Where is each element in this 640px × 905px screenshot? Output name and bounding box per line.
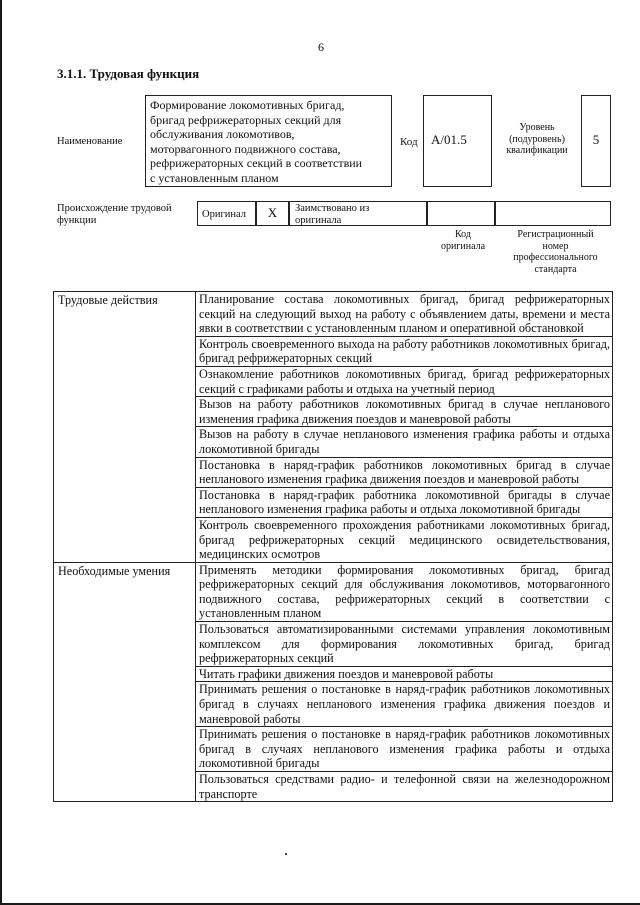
caption-line: Код (455, 229, 471, 240)
scan-speck (285, 853, 287, 855)
description-cell: Контроль своевременного выхода на работу работников локомотивных бригад, бригад рефрижераторных секций (196, 336, 613, 366)
borrowed-cell (289, 201, 427, 226)
name-line: с установленным планом (150, 170, 279, 185)
origin-row (197, 201, 611, 226)
description-cell: Контроль своевременного прохождения работниками локомотивных бригад, бригад рефрижераторных секций медицинского освидетельствования, медицинских осмотров (196, 517, 613, 562)
level-label (496, 122, 578, 157)
caption-line: номер (542, 240, 569, 252)
code-original-cell (427, 201, 495, 226)
level-value: 5 (581, 95, 611, 187)
description-cell: Пользоваться средствами радио- и телефонной связи на железнодорожном транспорте (196, 772, 613, 802)
borrowed-line: оригинала (295, 214, 342, 226)
page-left-edge (0, 0, 2, 905)
description-cell: Вызов на работу работников локомотивных бригад в случае непланового изменения графика движения поездов и маневровой работы (196, 397, 613, 427)
description-cell: Постановка в наряд-график работников локомотивных бригад в случае непланового изменения графика движения поездов и маневровой работы (196, 457, 613, 487)
description-cell: Применять методики формирования локомотивных бригад, бригад рефрижераторных секций для обслуживания локомотивов, моторвагонного подвижного состава, рефрижераторных секций в соответствии с установленным планом (196, 562, 613, 621)
original-mark: X (256, 201, 289, 226)
level-label-line: квалификации (506, 145, 568, 156)
borrowed-line: Заимствовано из (295, 203, 370, 214)
name-line: бригад рефрижераторных секций для (150, 112, 342, 127)
origin-label-line: Происхождение трудовой (57, 203, 172, 214)
name-label: Наименование (57, 136, 123, 147)
section-title: 3.1.1. Трудовая функция (57, 66, 200, 81)
description-cell: Читать графики движения поездов и маневровой работы (196, 666, 613, 682)
description-cell: Планирование состава локомотивных бригад, бригад рефрижераторных секций на следующий выход на работу с объявлением даты, времени и места явки в соответствии с установленным планом и оперативной обстановкой (196, 292, 613, 337)
name-line: моторвагонного подвижного состава, (150, 141, 341, 156)
category-cell: Необходимые умения (54, 562, 196, 802)
reg-number-caption (498, 229, 613, 275)
description-cell: Постановка в наряд-график работника локомотивной бригады в случае непланового изменения графика работы и отдыха локомотивной бригады (196, 487, 613, 517)
function-name-box (145, 95, 392, 187)
description-cell: Принимать решения о постановке в наряд-график работников локомотивных бригад в случаях непланового изменения графика работы и отдыха локомотивной бригады (196, 727, 613, 772)
code-original-caption (428, 229, 498, 252)
table-row (54, 292, 613, 337)
origin-label (57, 203, 172, 227)
level-label-line: Уровень (519, 122, 555, 133)
name-line: Формирование локомотивных бригад, (150, 98, 345, 112)
category-cell: Трудовые действия (54, 292, 196, 563)
caption-line: стандарта (534, 263, 577, 275)
caption-line: оригинала (440, 240, 486, 252)
reg-number-cell (495, 201, 611, 226)
description-cell: Пользоваться автоматизированными системами управления локомотивным комплексом для формирования локомотивных бригад, бригад рефрижераторных секций (196, 622, 613, 667)
caption-line: Регистрационный (517, 229, 594, 240)
description-cell: Принимать решения о постановке в наряд-график работников локомотивных бригад в случаях непланового изменения графика движения поездов и маневровой работы (196, 682, 613, 727)
description-cell: Вызов на работу в случае непланового изменения графика работы и отдыха локомотивной бригады (196, 427, 613, 457)
origin-label-line: функции (57, 215, 97, 226)
table-row (54, 562, 613, 621)
caption-line: профессионального (513, 252, 598, 263)
original-cell: Оригинал (197, 201, 256, 226)
code-value: A/01.5 (423, 95, 492, 187)
functions-table (53, 291, 613, 802)
code-label: Код (400, 136, 418, 148)
page-number: 6 (318, 40, 324, 54)
level-label-line: (подуровень) (509, 133, 565, 145)
description-cell: Ознакомление работников локомотивных бригад, бригад рефрижераторных секций с графиками работы и отдыха на учетный период (196, 366, 613, 396)
name-line: обслуживания локомотивов, (150, 127, 295, 141)
name-line: рефрижераторных секций в соответствии (150, 156, 363, 170)
